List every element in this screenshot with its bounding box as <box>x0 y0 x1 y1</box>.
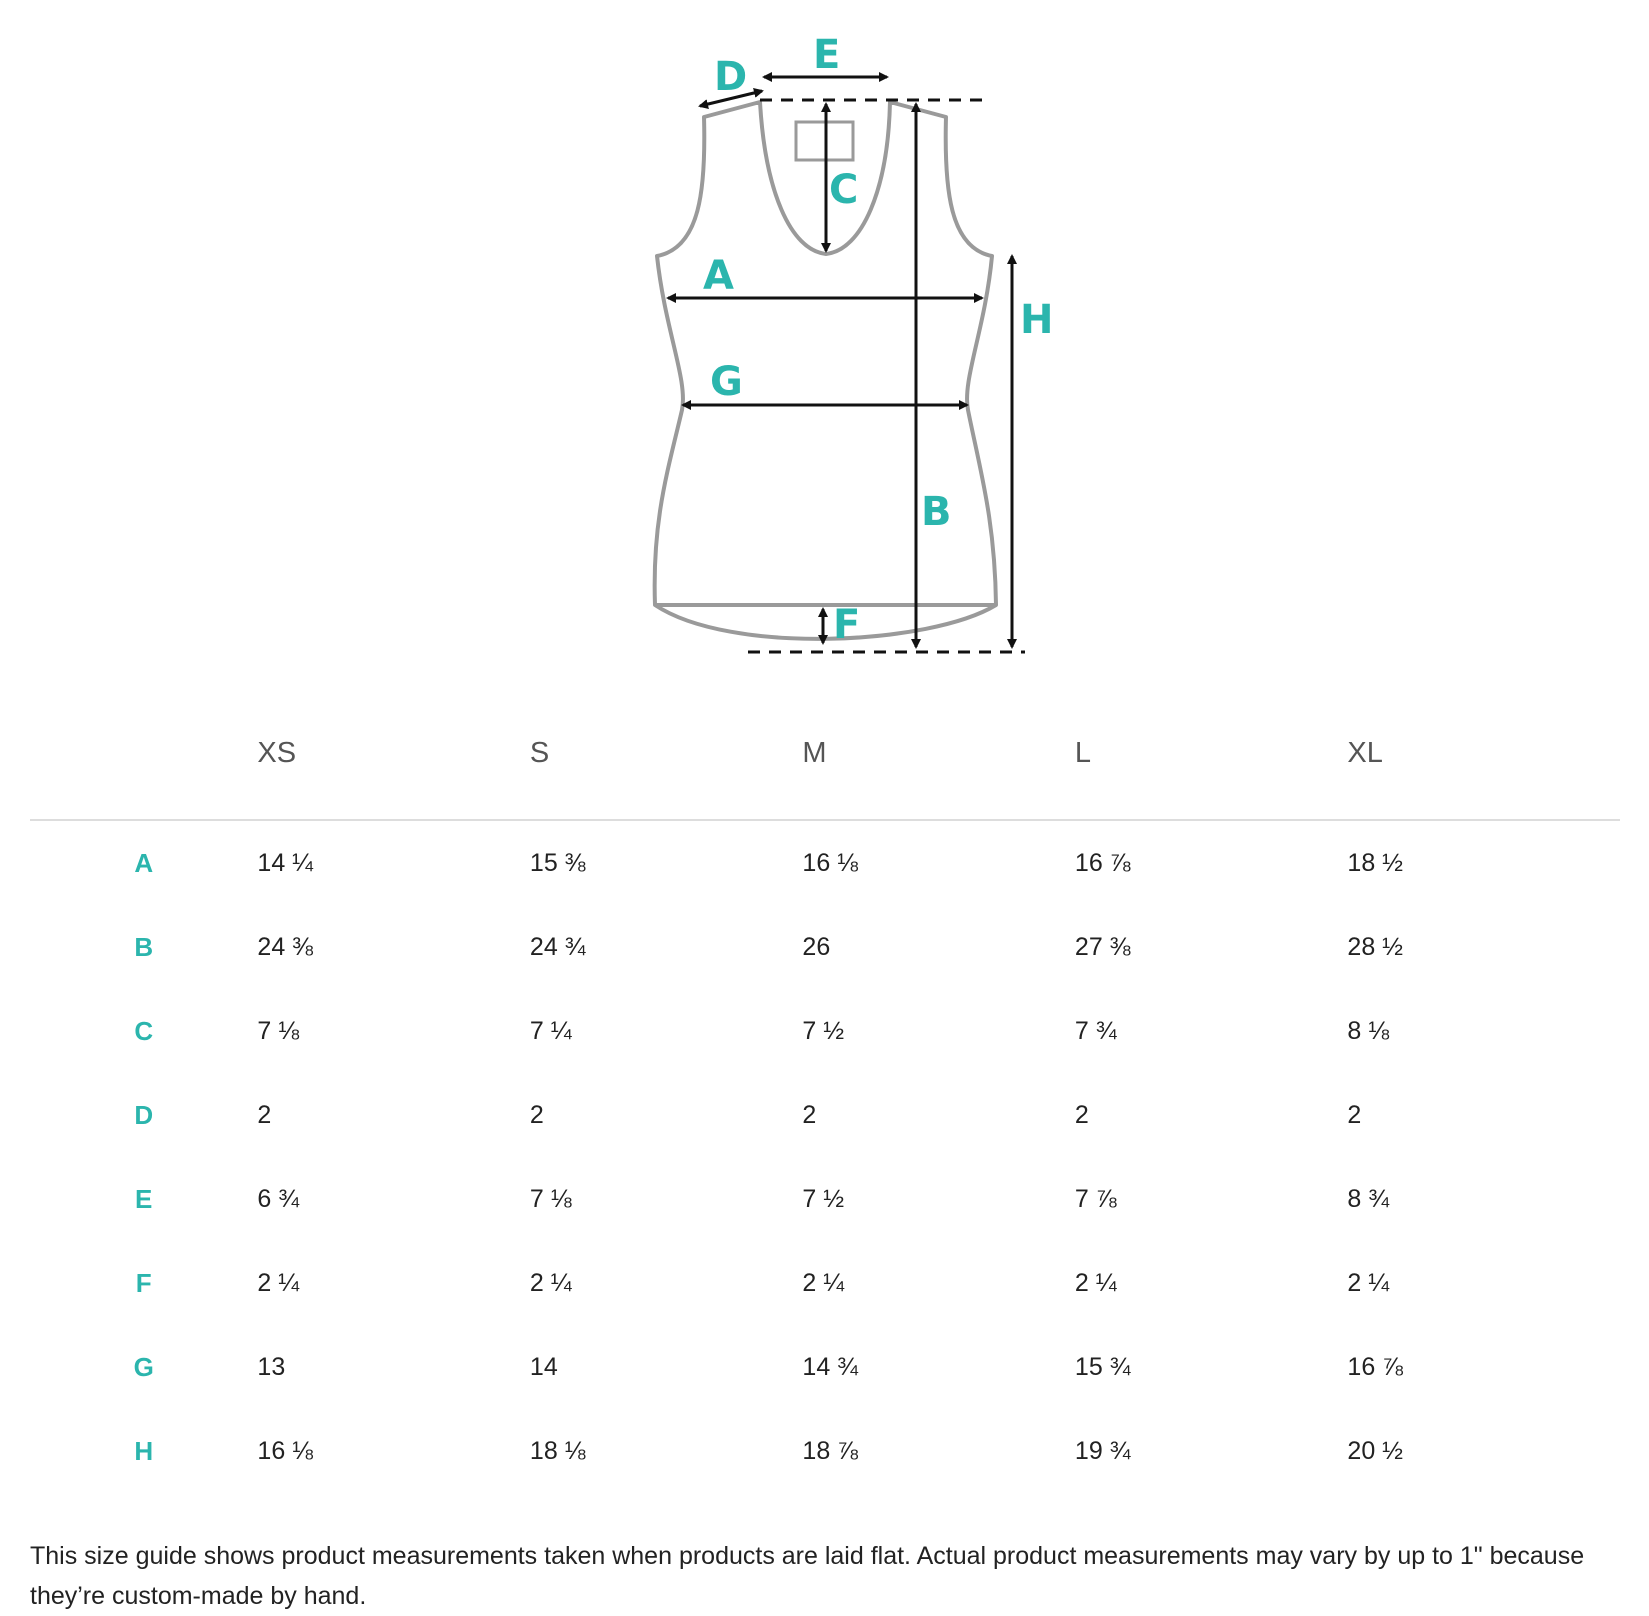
table-cell: 26 <box>802 932 831 961</box>
table-cell: 15 ⅜ <box>529 848 586 877</box>
column-header-xl: XL <box>1347 725 1620 820</box>
table-row-e <box>30 1157 1620 1241</box>
label-h: H <box>1020 297 1054 343</box>
table-row-d <box>30 1073 1620 1157</box>
measurement-note: This size guide shows product measurements taken when products are laid flat. Actual product measurements may vary by up to 1" because they’re custom-made by hand. <box>30 1542 1585 1610</box>
label-g: G <box>710 359 743 405</box>
row-label-a: A <box>134 847 154 878</box>
table-cell: 7 ½ <box>802 1016 845 1045</box>
table-cell: 24 ⅜ <box>257 932 314 961</box>
label-a: A <box>703 253 734 299</box>
row-label-c: C <box>134 1015 154 1046</box>
column-header-m: M <box>802 725 1075 820</box>
table-cell: 24 ¾ <box>529 932 586 961</box>
header-empty-cell <box>30 725 257 820</box>
tank-top-measurement-diagram <box>0 0 1649 690</box>
table-cell: 28 ½ <box>1347 932 1404 961</box>
label-c: C <box>829 167 859 213</box>
table-header-row <box>30 725 1620 820</box>
table-cell: 16 ⅞ <box>1074 848 1131 877</box>
table-cell: 6 ¾ <box>257 1184 300 1213</box>
column-header-xs: XS <box>257 725 530 820</box>
table-cell: 2 ¼ <box>257 1268 300 1297</box>
table-cell: 14 ¾ <box>802 1352 859 1381</box>
column-header-l: L <box>1075 725 1348 820</box>
table-row-g <box>30 1325 1620 1409</box>
column-header-s: S <box>530 725 803 820</box>
table-cell: 7 ½ <box>802 1184 845 1213</box>
table-cell: 2 <box>802 1100 817 1129</box>
table-row-a <box>30 820 1620 905</box>
row-label-d: D <box>134 1099 154 1130</box>
label-e: E <box>813 32 841 78</box>
table-cell: 16 ⅛ <box>257 1436 314 1465</box>
table-row-h <box>30 1409 1620 1493</box>
row-label-h: H <box>134 1435 154 1466</box>
label-d: D <box>714 54 748 100</box>
row-label-b: B <box>134 931 154 962</box>
row-label-f: F <box>135 1267 152 1298</box>
table-cell: 18 ½ <box>1347 848 1404 877</box>
table-row-f <box>30 1241 1620 1325</box>
table-cell: 7 ⅛ <box>529 1184 572 1213</box>
table-cell: 8 ⅛ <box>1347 1016 1390 1045</box>
table-cell: 8 ¾ <box>1347 1184 1390 1213</box>
size-chart-table <box>30 725 1620 1493</box>
table-cell: 14 ¼ <box>257 848 314 877</box>
table-cell: 2 ¼ <box>529 1268 572 1297</box>
table-row-c <box>30 989 1620 1073</box>
table-cell: 15 ¾ <box>1074 1352 1131 1381</box>
table-cell: 13 <box>257 1352 286 1381</box>
table-cell: 2 <box>1347 1100 1362 1129</box>
table-cell: 7 ⅞ <box>1074 1184 1117 1213</box>
table-cell: 19 ¾ <box>1074 1436 1131 1465</box>
label-f: F <box>833 602 861 648</box>
table-cell: 7 ¾ <box>1074 1016 1117 1045</box>
table-cell: 18 ⅛ <box>529 1436 586 1465</box>
table-cell: 7 ⅛ <box>257 1016 300 1045</box>
table-cell: 16 ⅞ <box>1347 1352 1404 1381</box>
table-row-b <box>30 905 1620 989</box>
table-cell: 2 ¼ <box>1074 1268 1117 1297</box>
table-cell: 2 ¼ <box>802 1268 845 1297</box>
table-cell: 2 <box>257 1100 272 1129</box>
table-cell: 27 ⅜ <box>1074 932 1131 961</box>
table-cell: 16 ⅛ <box>802 848 859 877</box>
row-label-g: G <box>133 1351 154 1382</box>
table-cell: 7 ¼ <box>529 1016 572 1045</box>
table-cell: 2 ¼ <box>1347 1268 1390 1297</box>
row-label-e: E <box>135 1183 153 1214</box>
table-cell: 14 <box>529 1352 558 1381</box>
table-cell: 2 <box>1074 1100 1089 1129</box>
label-b: B <box>921 489 952 535</box>
table-cell: 18 ⅞ <box>802 1436 859 1465</box>
table-cell: 2 <box>529 1100 544 1129</box>
table-cell: 20 ½ <box>1347 1436 1404 1465</box>
